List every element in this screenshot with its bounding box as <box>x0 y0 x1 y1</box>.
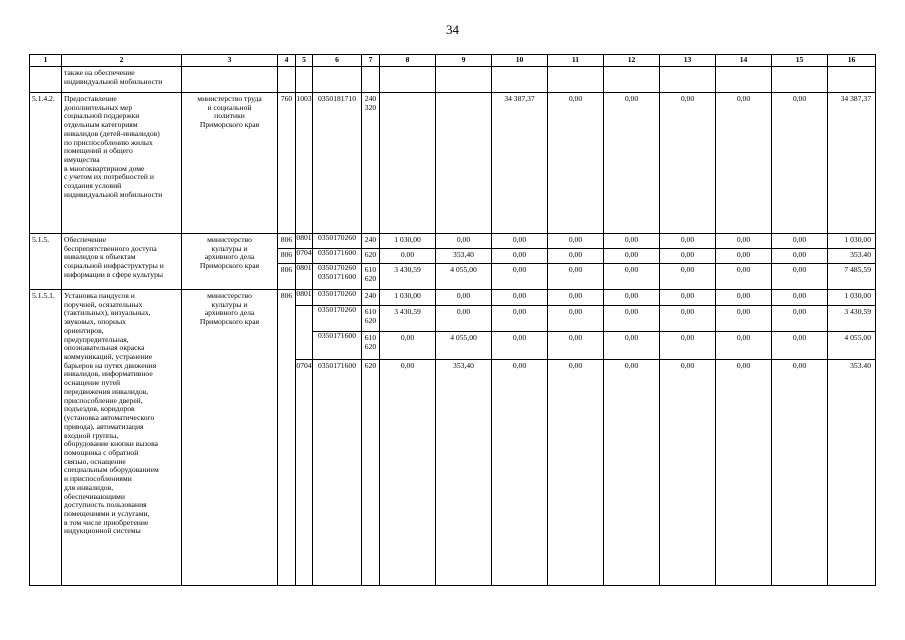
col-header: 5 <box>296 55 313 67</box>
col-header: 16 <box>828 55 876 67</box>
cell-vr: 620 <box>362 360 380 586</box>
cell-value: 3 430,59 <box>380 264 436 290</box>
table-row <box>30 234 876 249</box>
cell-value: 0,00 <box>604 332 660 360</box>
cell-value: 1 030,00 <box>380 290 436 306</box>
cell-value: 0,00 <box>548 264 604 290</box>
cell-rzpr: 0801 <box>296 290 313 306</box>
cell-csr: 0350170260 <box>313 306 362 332</box>
cell-value: 0,00 <box>604 249 660 264</box>
cell-value: 0,00 <box>436 290 492 306</box>
cell-value: 0,00 <box>716 249 772 264</box>
cell-value: 0.00 <box>380 249 436 264</box>
cell-value: 0,00 <box>660 249 716 264</box>
cell-grbs: 806 <box>278 264 296 290</box>
cell-rzpr: 0801 <box>296 234 313 249</box>
cell-csr: 0350181710 <box>313 93 362 234</box>
cell-value: 0,00 <box>660 306 716 332</box>
cell-value: 0,00 <box>548 249 604 264</box>
cell-value: 0,00 <box>772 249 828 264</box>
cell-value: 0,00 <box>604 264 660 290</box>
cell-value: 0,00 <box>492 332 548 360</box>
row-org: министерство культуры и архивного дела Приморского края <box>182 290 278 586</box>
cell-value: 0,00 <box>548 306 604 332</box>
cell-grbs: 806 <box>278 249 296 264</box>
cell-value: 0.00 <box>436 306 492 332</box>
cell-value: 0,00 <box>548 332 604 360</box>
cell-total: 7 485,59 <box>828 264 876 290</box>
cell-value: 0,00 <box>548 234 604 249</box>
row-org: министерство труда и социальной политики Приморского края <box>182 93 278 234</box>
cell-value: 353,40 <box>436 249 492 264</box>
cell-csr: 0350171600 <box>313 360 362 586</box>
col-header: 2 <box>62 55 182 67</box>
cell-value: 0,00 <box>492 264 548 290</box>
col-header: 10 <box>492 55 548 67</box>
cell-value: 0,00 <box>772 290 828 306</box>
table-row <box>30 290 876 306</box>
cell-vr: 610 620 <box>362 332 380 360</box>
cell-csr: 0350171600 <box>313 332 362 360</box>
cell-csr: 0350170260 0350171600 <box>313 264 362 290</box>
cell-grbs: 760 <box>278 93 296 234</box>
cell-value: 4 055,00 <box>436 332 492 360</box>
col-header: 11 <box>548 55 604 67</box>
row-name: Обеспечение беспрепятственного доступа инвалидов к объектам социальной инфраструктуры и информации в сфере культуры <box>62 234 182 290</box>
col-header: 12 <box>604 55 660 67</box>
cell-value: 0,00 <box>548 93 604 234</box>
cell-value: 353,40 <box>436 360 492 586</box>
cell-rzpr: 0704 <box>296 249 313 264</box>
col-header: 1 <box>30 55 62 67</box>
cell-value: 0,00 <box>660 264 716 290</box>
budget-table <box>29 54 876 586</box>
cell-value: 0,00 <box>660 234 716 249</box>
cell-total: 353.40 <box>828 249 876 264</box>
col-header: 9 <box>436 55 492 67</box>
cell-value: 0,00 <box>660 93 716 234</box>
cell-value: 0,00 <box>716 290 772 306</box>
cell-value: 0,00 <box>604 360 660 586</box>
row-name: Установка пандусов и поручней, осязательных (тактильных), визуальных, звуковых, опорных ориентиров, предупредительная, опознавательная окраска коммуникаций, устранение барьеров на путях движения инвалидов, информативное оснащение путей передвижения инвалидов, приспособление дверей, подъездов, коридоров (установка автоматического привода), автоматизация входной группы, оборудование кнопки вызова помощника с обратной связью, оснащение специальным оборудованием и приспособлениями для инвалидов, обеспечивающими доступность пользования помещениями и услугами, в том числе приобретение индукционной системы <box>62 290 182 586</box>
cell-value: 0,00 <box>716 306 772 332</box>
cell-value: 0,00 <box>772 93 828 234</box>
cell-value: 0,00 <box>604 306 660 332</box>
col-header: 15 <box>772 55 828 67</box>
col-header: 3 <box>182 55 278 67</box>
cell-csr: 0350170260 <box>313 234 362 249</box>
cell-csr: 0350170260 <box>313 290 362 306</box>
cell-value: 0,00 <box>604 234 660 249</box>
col-header: 14 <box>716 55 772 67</box>
cell-value: 0,00 <box>716 264 772 290</box>
cell-grbs: 806 <box>278 290 296 586</box>
cell-value: 0,00 <box>604 93 660 234</box>
cell-rzpr: 0704 <box>296 360 313 586</box>
col-header: 6 <box>313 55 362 67</box>
cell-value <box>380 93 436 234</box>
cell-value: 0,00 <box>548 290 604 306</box>
cell-value: 4 055,00 <box>436 264 492 290</box>
cell-vr: 610 620 <box>362 306 380 332</box>
cell-vr: 610 620 <box>362 264 380 290</box>
cell-grbs: 806 <box>278 234 296 249</box>
cell-value: 0,00 <box>492 290 548 306</box>
cell-value: 0,00 <box>604 290 660 306</box>
cell-value: 0,00 <box>492 360 548 586</box>
cell-value: 0,00 <box>492 234 548 249</box>
cell-vr: 240 <box>362 290 380 306</box>
page-number: 34 <box>446 22 459 37</box>
cell-rzpr <box>296 306 313 360</box>
cell-total: 4 055,00 <box>828 332 876 360</box>
cell-value: 1 030,00 <box>380 234 436 249</box>
cell-value: 0,00 <box>436 234 492 249</box>
cell-value: 0,00 <box>660 332 716 360</box>
col-header: 8 <box>380 55 436 67</box>
cell-value <box>436 93 492 234</box>
col-header: 13 <box>660 55 716 67</box>
col-header: 7 <box>362 55 380 67</box>
cell-total: 1 030,00 <box>828 290 876 306</box>
cell-value: 0,00 <box>380 360 436 586</box>
cell-value: 0,00 <box>772 234 828 249</box>
cell-value: 0,00 <box>772 332 828 360</box>
cell-rzpr: 1003 <box>296 93 313 234</box>
cell-total: 1 030,00 <box>828 234 876 249</box>
cell-total: 34 387,37 <box>828 93 876 234</box>
cell-value: 0,00 <box>492 306 548 332</box>
cell-value: 0,00 <box>660 360 716 586</box>
row-name: Предоставление дополнительных мер социальной поддержки отдельным категориям инвалидов (детей-инвалидов) по приспособлению жилых помещений и общего имущества в многоквартирном доме с учетом их потребностей и создания условий индивидуальной мобильности <box>62 93 182 234</box>
row-name: также на обеспечение индивидуальной мобильности <box>62 67 182 93</box>
row-code: 5.1.5.1. <box>30 290 62 586</box>
cell-vr: 240 320 <box>362 93 380 234</box>
col-header: 4 <box>278 55 296 67</box>
cell-csr: 0350171600 <box>313 249 362 264</box>
cell-value: 0,00 <box>716 360 772 586</box>
table-row <box>30 93 876 234</box>
cell-value: 0,00 <box>772 264 828 290</box>
cell-value: 0,00 <box>772 360 828 586</box>
table-row <box>30 67 876 93</box>
cell-value: 0,00 <box>660 290 716 306</box>
cell-total: 353.40 <box>828 360 876 586</box>
cell-vr: 620 <box>362 249 380 264</box>
cell-value: 0,00 <box>380 332 436 360</box>
cell-value: 0,00 <box>716 234 772 249</box>
cell-value: 0,00 <box>772 306 828 332</box>
header-row <box>30 55 876 67</box>
cell-value: 0,00 <box>716 93 772 234</box>
cell-total: 3 430,59 <box>828 306 876 332</box>
cell-value: 3 430,59 <box>380 306 436 332</box>
cell-value: 0,00 <box>548 360 604 586</box>
cell-vr: 240 <box>362 234 380 249</box>
cell-value: 0,00 <box>716 332 772 360</box>
row-code: 5.1.5. <box>30 234 62 290</box>
row-code: 5.1.4.2. <box>30 93 62 234</box>
cell-value: 34 387,37 <box>492 93 548 234</box>
row-org: министерство культуры и архивного дела Приморского края <box>182 234 278 290</box>
cell-rzpr: 0801 <box>296 264 313 290</box>
cell-value: 0,00 <box>492 249 548 264</box>
